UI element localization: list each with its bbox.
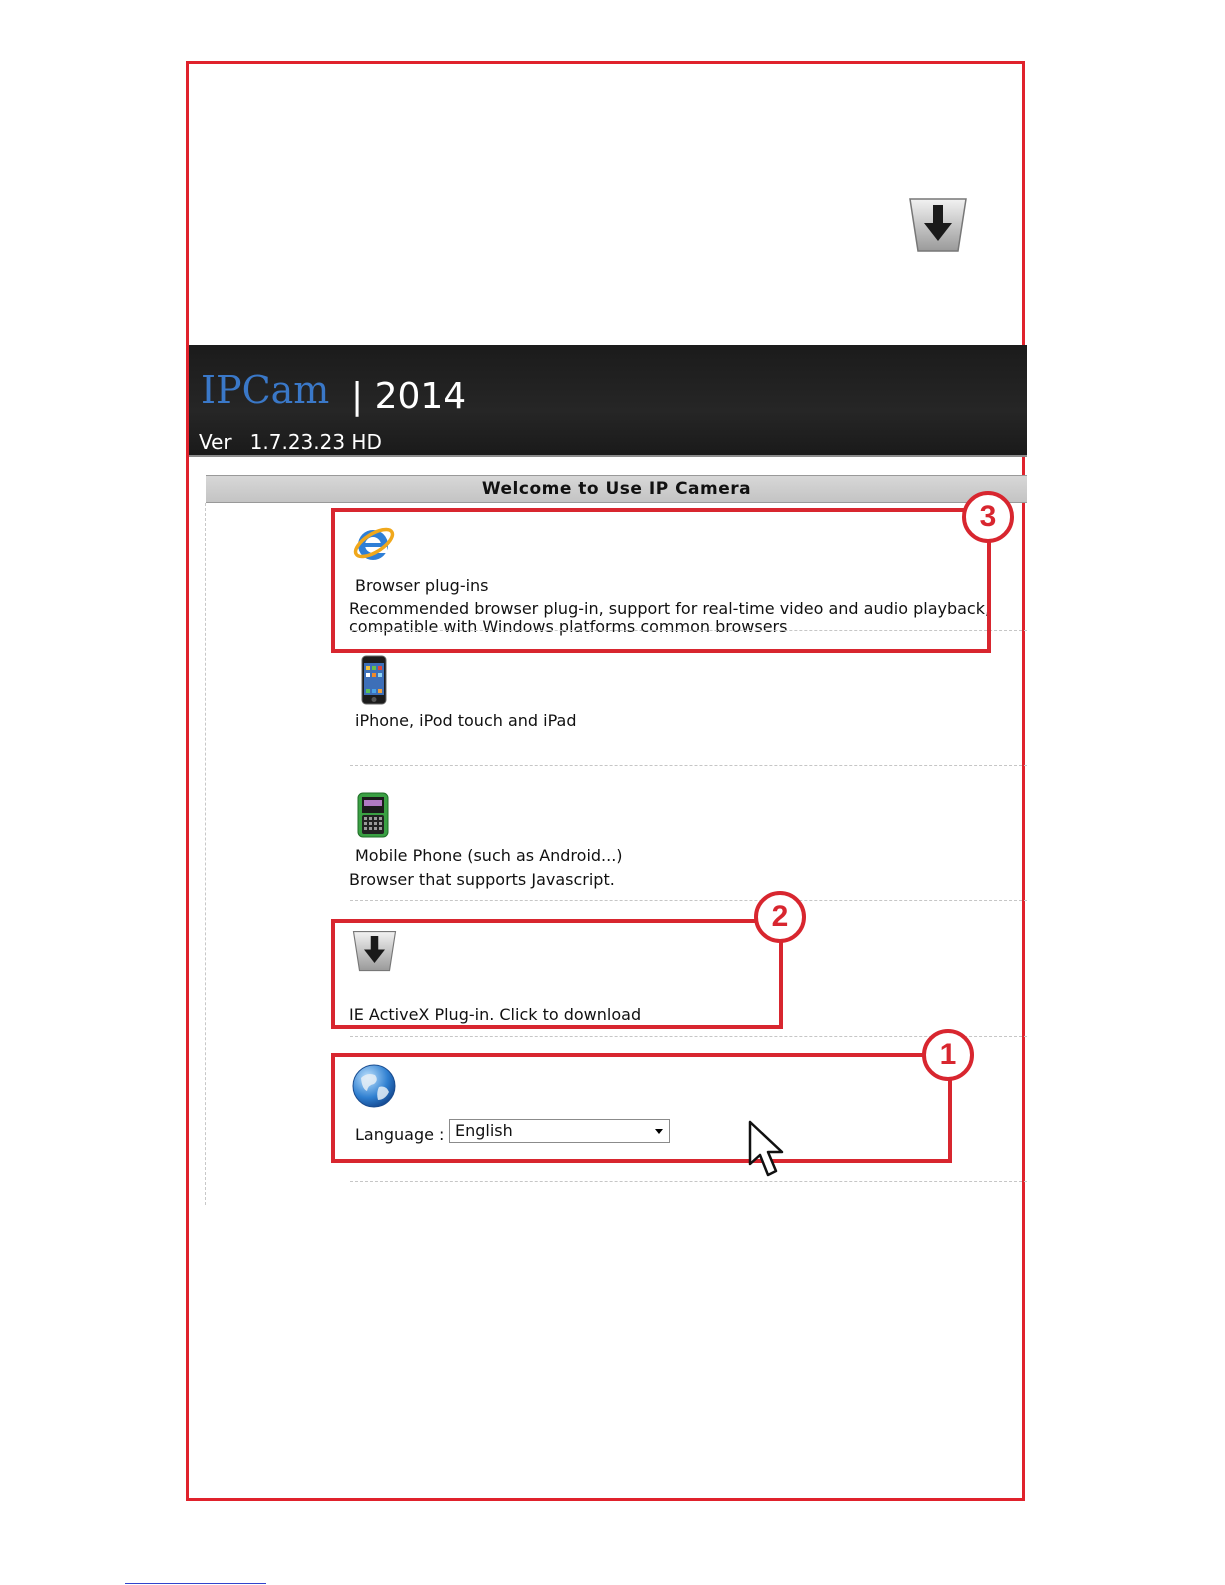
mobile-phone-link[interactable]: Mobile Phone (such as Android...) [355,846,623,865]
version-label: Ver [199,430,232,454]
browser-plugins-link[interactable]: Browser plug-ins [355,576,489,595]
callout-box-3 [331,508,991,653]
browser-plugins-description-2: compatible with Windows platforms common browsers [349,617,788,636]
download-arrow-icon[interactable] [908,196,968,254]
activex-download-link[interactable]: IE ActiveX Plug-in. Click to download [349,1005,642,1024]
welcome-title: Welcome to Use IP Camera [206,475,1027,503]
left-divider [205,503,206,1205]
brand-logo: IPCam [201,368,330,412]
version-info [199,430,382,454]
page-frame [186,61,1025,1501]
iphone-icon[interactable] [361,655,387,705]
section-separator [350,765,1027,766]
language-selected-value: English [455,1121,513,1140]
language-label: Language : [355,1125,445,1144]
mobile-phone-description: Browser that supports Javascript. [349,870,615,889]
mouse-cursor-icon [747,1119,787,1181]
browser-plugins-description-1: Recommended browser plug-in, support for real-time video and audio playback, [349,599,991,618]
section-separator [350,1181,1027,1182]
callout-box-2 [331,919,783,1029]
section-separator [350,900,1027,901]
callout-badge-3: 3 [962,491,1014,543]
bottom-link-underline [125,1583,266,1584]
brand-year: | 2014 [351,376,467,417]
iphone-link[interactable]: iPhone, iPod touch and iPad [355,711,577,730]
callout-badge-1: 1 [922,1029,974,1081]
version-number: 1.7.23.23 HD [249,430,382,454]
callout-box-1 [331,1053,952,1163]
android-phone-icon[interactable] [357,792,389,838]
section-separator [350,1036,1027,1037]
callout-badge-2: 2 [754,891,806,943]
